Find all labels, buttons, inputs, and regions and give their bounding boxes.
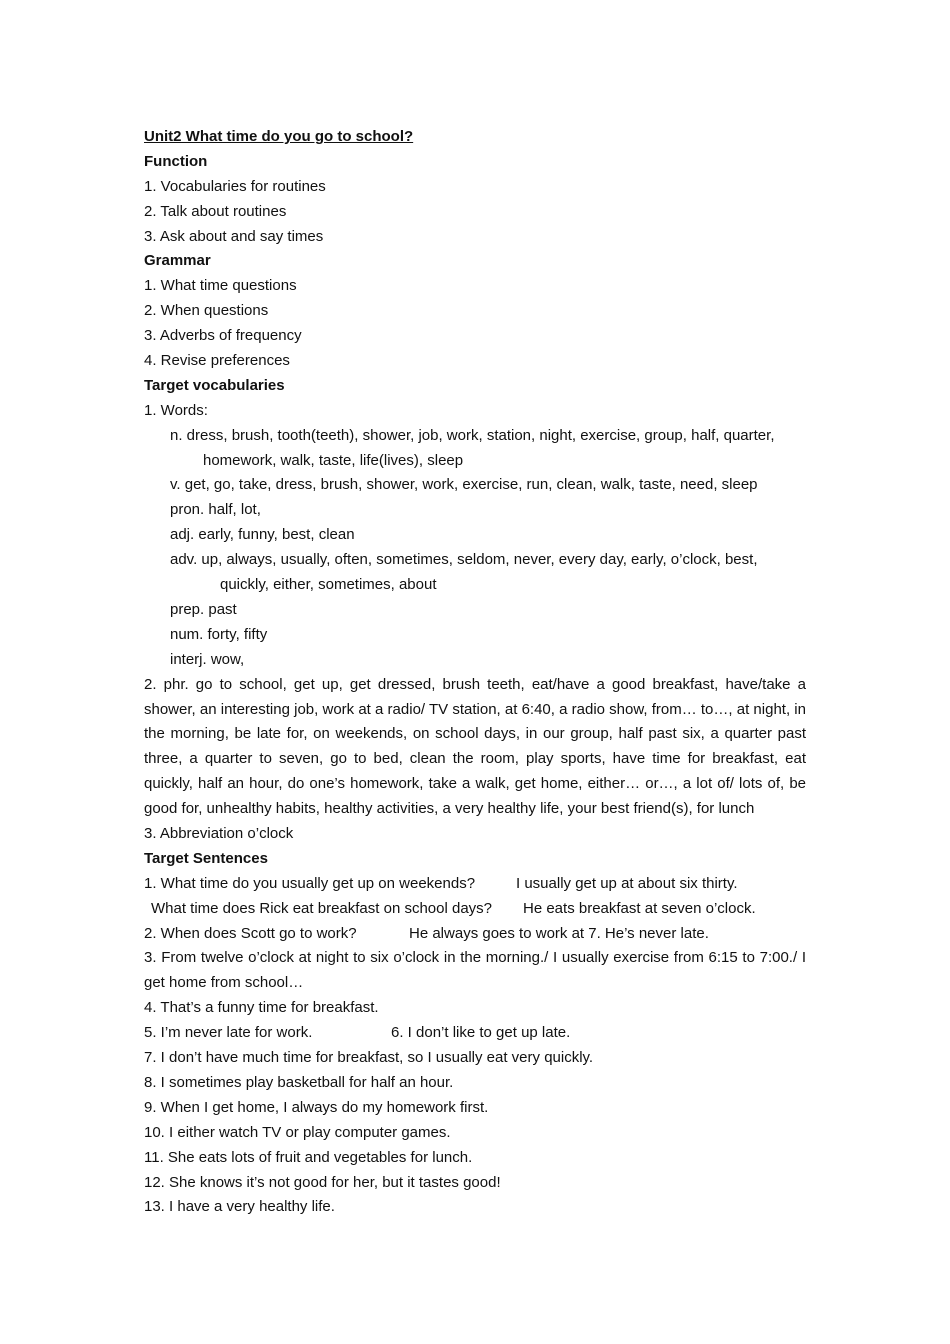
sentence-question: 1. What time do you usually get up on weekends? [144, 874, 476, 892]
adjective-line: adj. early, funny, best, clean [170, 526, 355, 544]
function-heading: Function [144, 152, 208, 170]
sentence-answer: He eats breakfast at seven o’clock. [523, 899, 756, 917]
verb-line: v. get, go, take, dress, brush, shower, work, exercise, run, clean, walk, taste, need, sleep [170, 476, 758, 494]
sentence: 6. I don’t like to get up late. [391, 1024, 571, 1042]
abbreviation-line: 3. Abbreviation o’clock [144, 825, 294, 843]
unit-title: Unit2 What time do you go to school? [144, 128, 414, 145]
sentence-row [144, 922, 806, 947]
preposition-line: prep. past [170, 600, 237, 618]
grammar-item: 2. When questions [144, 302, 269, 320]
sentence-answer: He always goes to work at 7. He’s never late. [409, 924, 709, 942]
adverb-line-continued: quickly, either, sometimes, about [220, 576, 437, 594]
sentence: 9. When I get home, I always do my homework first. [144, 1098, 489, 1116]
words-label: 1. Words: [144, 401, 208, 419]
sentence-row [144, 1021, 806, 1046]
sentences-heading: Target Sentences [144, 849, 268, 867]
sentence: 13. I have a very healthy life. [144, 1198, 335, 1216]
pronoun-line: pron. half, lot, [170, 501, 261, 519]
function-item: 2. Talk about routines [144, 202, 287, 220]
sentence: 8. I sometimes play basketball for half an hour. [144, 1073, 454, 1091]
grammar-heading: Grammar [144, 252, 211, 270]
sentence: 7. I don’t have much time for breakfast, so I usually eat very quickly. [144, 1049, 594, 1067]
sentence: 5. I’m never late for work. [144, 1024, 313, 1042]
vocab-heading: Target vocabularies [144, 376, 285, 394]
sentence-row [144, 897, 806, 922]
sentence-question: 2. When does Scott go to work? [144, 924, 357, 942]
sentence-answer: I usually get up at about six thirty. [516, 874, 738, 892]
adverb-line: adv. up, always, usually, often, sometimes, seldom, never, every day, early, o’clock, best, [170, 551, 758, 569]
function-item: 1. Vocabularies for routines [144, 177, 326, 195]
sentence-paragraph: 3. From twelve o’clock at night to six o’clock in the morning./ I usually exercise from 6:15 to 7:00./ I get home from school… [144, 949, 806, 992]
sentence: 12. She knows it’s not good for her, but it tastes good! [144, 1173, 501, 1191]
document-content [144, 125, 806, 1220]
sentence: 4. That’s a funny time for breakfast. [144, 999, 379, 1017]
grammar-item: 3. Adverbs of frequency [144, 327, 302, 345]
sentence-row [144, 872, 806, 897]
noun-line: n. dress, brush, tooth(teeth), shower, job, work, station, night, exercise, group, half, quarter, [170, 426, 775, 444]
grammar-item: 1. What time questions [144, 277, 297, 295]
interjection-line: interj. wow, [170, 650, 245, 668]
numeral-line: num. forty, fifty [170, 625, 268, 643]
grammar-item: 4. Revise preferences [144, 352, 290, 370]
sentence: 11. She eats lots of fruit and vegetables for lunch. [144, 1148, 473, 1166]
function-item: 3. Ask about and say times [144, 227, 324, 245]
sentence: 10. I either watch TV or play computer games. [144, 1123, 451, 1141]
sentence-question: What time does Rick eat breakfast on school days? [151, 899, 493, 917]
phrases-paragraph: 2. phr. go to school, get up, get dressed, brush teeth, eat/have a good breakfast, have/take a shower, an interesting job, work at a radio/ TV station, at 6:40, a radio show, from… to…, at night, in the morning, be late for, on weekends, on school days, in our group, half past six, a quarter past three, a quarter to seven, go to bed, clean the room, play sports, have time for breakfast, eat quickly, half an hour, do one’s homework, take a walk, get home, either… or…, a lot of/ lots of, be good for, unhealthy habits, healthy activities, a very healthy life, your best friend(s), for lunch [144, 675, 806, 818]
noun-line-continued: homework, walk, taste, life(lives), sleep [203, 451, 464, 469]
